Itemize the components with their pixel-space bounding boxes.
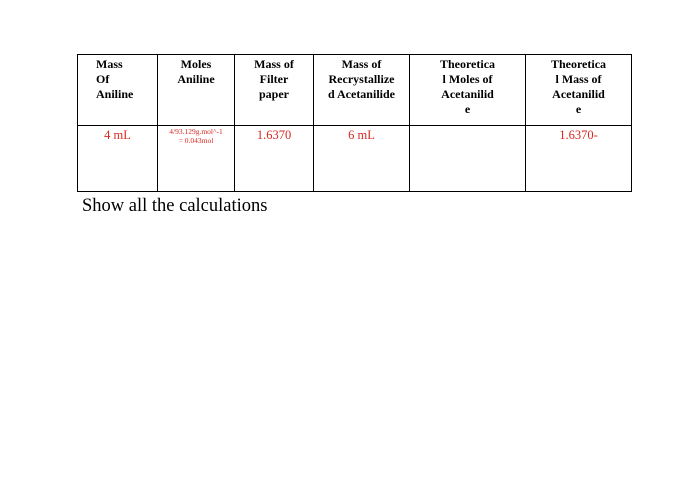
data-table [77,54,632,192]
header-moles-aniline: Moles Aniline [158,55,235,126]
header-theoretical-moles-of-acetanilide: Theoretica l Moles of Acetanilid e [410,55,526,126]
table-row [78,126,632,192]
header-mass-of-recrystallized-acetanilide: Mass of Recrystallize d Acetanilide [314,55,410,126]
cell-moles-aniline[interactable]: 4/93.129g.mol^-1 = 0.043mol [158,126,235,192]
header-theoretical-mass-of-acetanilide: Theoretica l Mass of Acetanilid e [526,55,632,126]
cell-theoretical-moles-of-acetanilide[interactable] [410,126,526,192]
cell-mass-of-aniline[interactable]: 4 mL [78,126,158,192]
header-mass-of-aniline: Mass Of Aniline [78,55,158,126]
cell-theoretical-mass-of-acetanilide[interactable]: 1.6370- [526,126,632,192]
header-mass-of-filter-paper: Mass of Filter paper [235,55,314,126]
cell-mass-of-recrystallized-acetanilide[interactable]: 6 mL [314,126,410,192]
table-header-row [78,55,632,126]
instruction-text: Show all the calculations [82,196,268,216]
cell-mass-of-filter-paper[interactable]: 1.6370 [235,126,314,192]
